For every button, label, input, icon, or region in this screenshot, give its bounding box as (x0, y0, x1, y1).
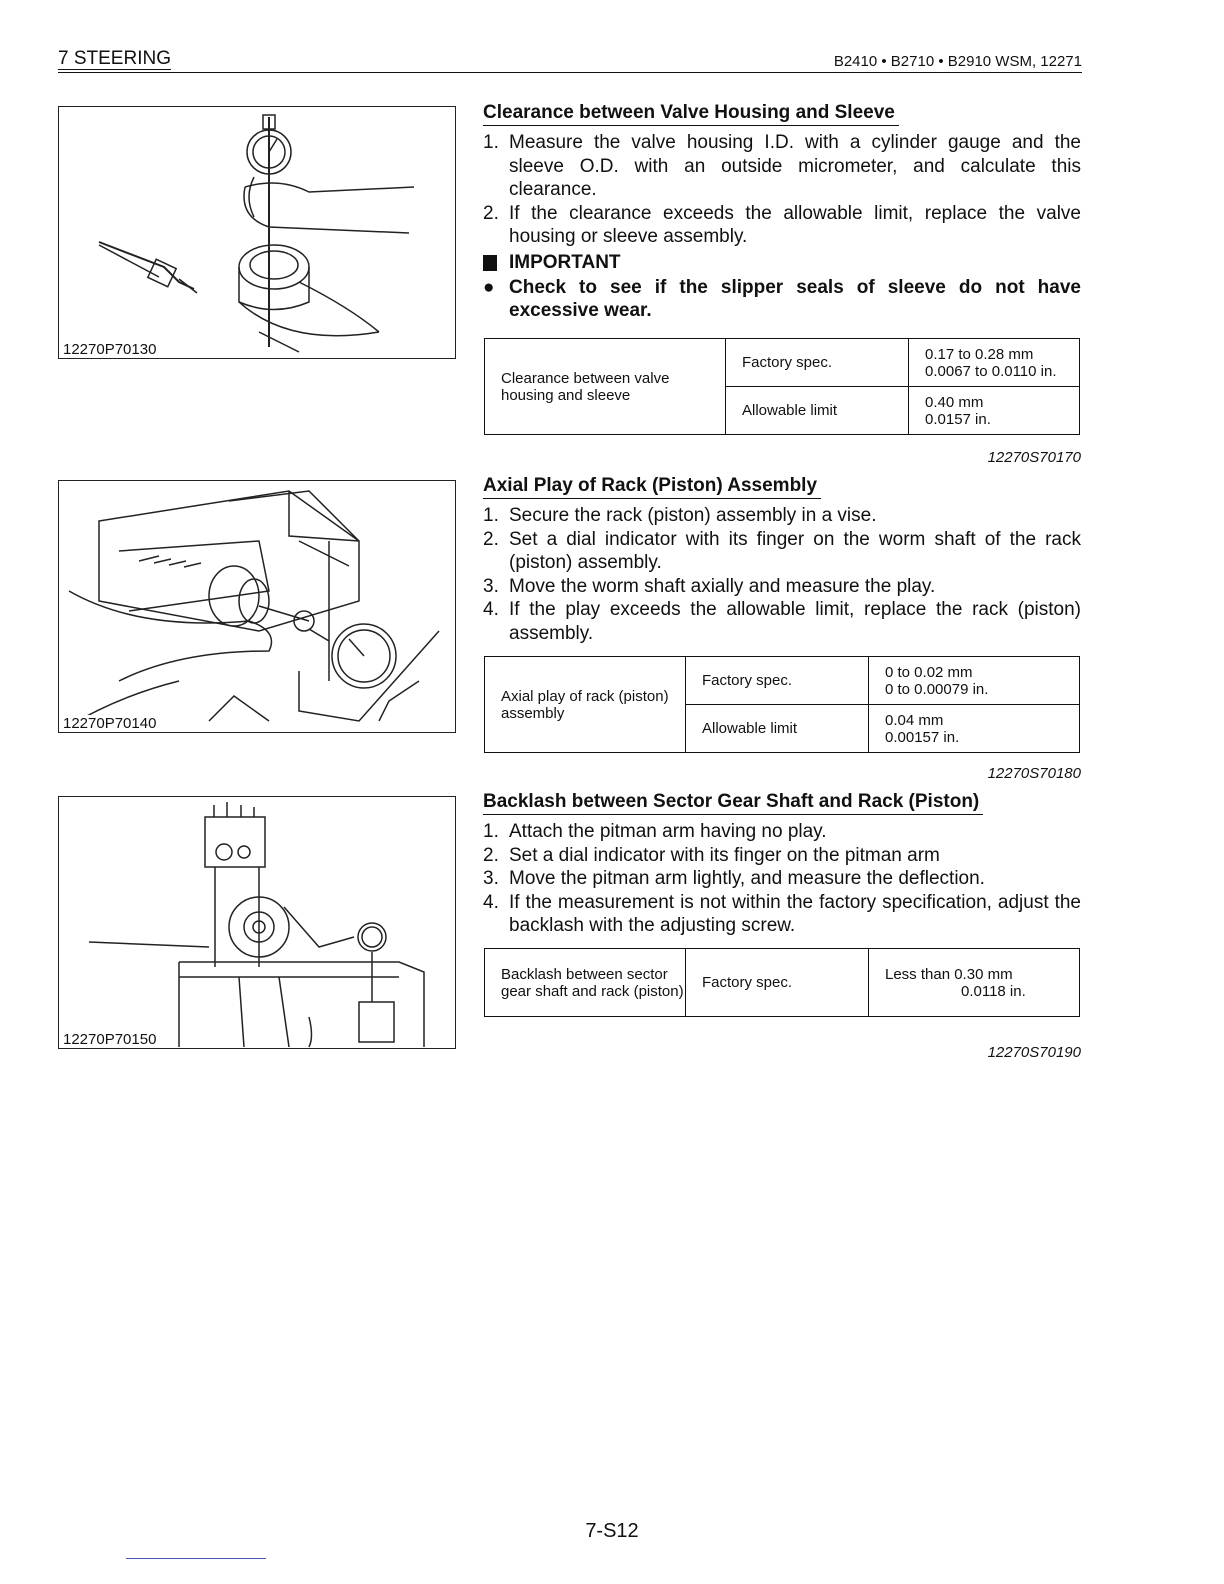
spec-value (909, 339, 1080, 387)
spec-value-mm: Less than 0.30 mm (885, 965, 1013, 983)
list-item (483, 575, 1081, 599)
step-text: Move the worm shaft axially and measure the play. (509, 575, 936, 597)
spec-value-mm: 0 to 0.02 mm (885, 663, 973, 681)
spec-kind: Factory spec. (686, 657, 869, 705)
section-header: 7 STEERING (58, 48, 171, 69)
section-rack-axial-play (483, 475, 1081, 645)
spec-value-in: 0 to 0.00079 in. (885, 680, 989, 698)
list-item (483, 131, 1081, 202)
page-number: 7-S12 (585, 1520, 639, 1542)
figure-rack-vise (58, 480, 456, 733)
spec-item: Backlash between sector gear shaft and rack (piston) (485, 949, 686, 1017)
step-number: 2. (483, 528, 499, 550)
header-rule (58, 72, 1082, 73)
figure-pitman-arm (58, 796, 456, 1049)
figure-label: 12270P70140 (63, 715, 157, 732)
section-title: Backlash between Sector Gear Shaft and Rack (Piston) (483, 791, 983, 815)
spec-kind: Allowable limit (726, 387, 909, 435)
spec-value (909, 387, 1080, 435)
step-number: 1. (483, 821, 499, 842)
spec-table-backlash (484, 948, 1080, 1017)
reference-code: 12270S70170 (987, 449, 1081, 466)
important-text: Check to see if the slipper seals of sleeve do not have excessive wear. (509, 276, 1081, 321)
spec-kind: Factory spec. (686, 949, 869, 1017)
step-number: 4. (483, 599, 499, 620)
rack-in-vise-dial-indicator-illustration (59, 481, 455, 732)
spec-table-valve-housing (484, 338, 1080, 435)
spec-item: Clearance between valve housing and sleeve (485, 339, 726, 435)
section-valve-housing-clearance (483, 102, 1081, 323)
step-text: Set a dial indicator with its finger on the worm shaft of the rack (piston) assembly. (509, 528, 1081, 573)
step-number: 1. (483, 132, 499, 153)
step-text: Attach the pitman arm having no play. (509, 821, 827, 842)
step-number: 4. (483, 891, 499, 913)
spec-value-mm: 0.04 mm (885, 711, 944, 729)
spec-value (869, 949, 1080, 1017)
spec-value-in: 0.00157 in. (885, 728, 960, 746)
spec-value (869, 705, 1080, 753)
spec-value-in: 0.0157 in. (925, 410, 991, 428)
section-title: Clearance between Valve Housing and Sleeve (483, 102, 899, 126)
figure-label: 12270P70130 (63, 341, 157, 358)
list-item (483, 504, 1081, 528)
list-item (483, 891, 1081, 938)
spec-item: Axial play of rack (piston) assembly (485, 657, 686, 753)
section-title: Axial Play of Rack (Piston) Assembly (483, 475, 821, 499)
list-item (483, 844, 1081, 868)
step-text: If the measurement is not within the factory specification, adjust the backlash with the adjusting screw. (509, 891, 1081, 936)
spec-value-in: 0.0067 to 0.0110 in. (925, 362, 1057, 380)
step-number: 1. (483, 505, 499, 526)
reference-code: 12270S70190 (987, 1044, 1081, 1061)
step-number: 3. (483, 575, 499, 597)
square-bullet-icon (483, 255, 497, 271)
important-heading (483, 252, 1081, 274)
step-text: Measure the valve housing I.D. with a cylinder gauge and the sleeve O.D. with an outside micrometer, and calculate this clearance. (509, 132, 1081, 200)
important-label: IMPORTANT (509, 251, 621, 273)
spec-value-mm: 0.40 mm (925, 393, 984, 411)
spec-kind: Allowable limit (686, 705, 869, 753)
step-number: 3. (483, 868, 499, 889)
dial-gauge-valve-housing-illustration (59, 107, 455, 358)
list-item (483, 202, 1081, 249)
spec-value (869, 657, 1080, 705)
reference-code: 12270S70180 (987, 765, 1081, 782)
list-item (483, 598, 1081, 645)
step-list (483, 131, 1081, 249)
section-sector-gear-backlash (483, 791, 1081, 938)
step-text: Secure the rack (piston) assembly in a vise. (509, 505, 877, 526)
spec-table-rack-axial-play (484, 656, 1080, 753)
list-item (483, 867, 1081, 891)
list-item (483, 528, 1081, 575)
spec-value-mm: 0.17 to 0.28 mm (925, 345, 1034, 363)
step-text: Move the pitman arm lightly, and measure the deflection. (509, 868, 985, 889)
spec-value-in: 0.0118 in. (961, 982, 1026, 1000)
list-item (483, 820, 1081, 844)
step-text: Set a dial indicator with its finger on the pitman arm (509, 844, 940, 866)
important-note (483, 276, 1081, 323)
pitman-arm-dial-indicator-illustration (59, 797, 455, 1048)
figure-valve-housing (58, 106, 456, 359)
step-text: If the clearance exceeds the allowable limit, replace the valve housing or sleeve assembly. (509, 202, 1081, 247)
figure-label: 12270P70150 (63, 1031, 157, 1048)
bullet-dot-icon: ● (483, 276, 495, 298)
footer-rule (126, 1558, 266, 1559)
spec-kind: Factory spec. (726, 339, 909, 387)
model-line: B2410 • B2710 • B2910 WSM, 12271 (833, 53, 1082, 70)
step-list (483, 504, 1081, 645)
step-number: 2. (483, 844, 499, 866)
step-number: 2. (483, 202, 499, 224)
step-list (483, 820, 1081, 938)
step-text: If the play exceeds the allowable limit, replace the rack (piston) assembly. (509, 599, 1081, 644)
